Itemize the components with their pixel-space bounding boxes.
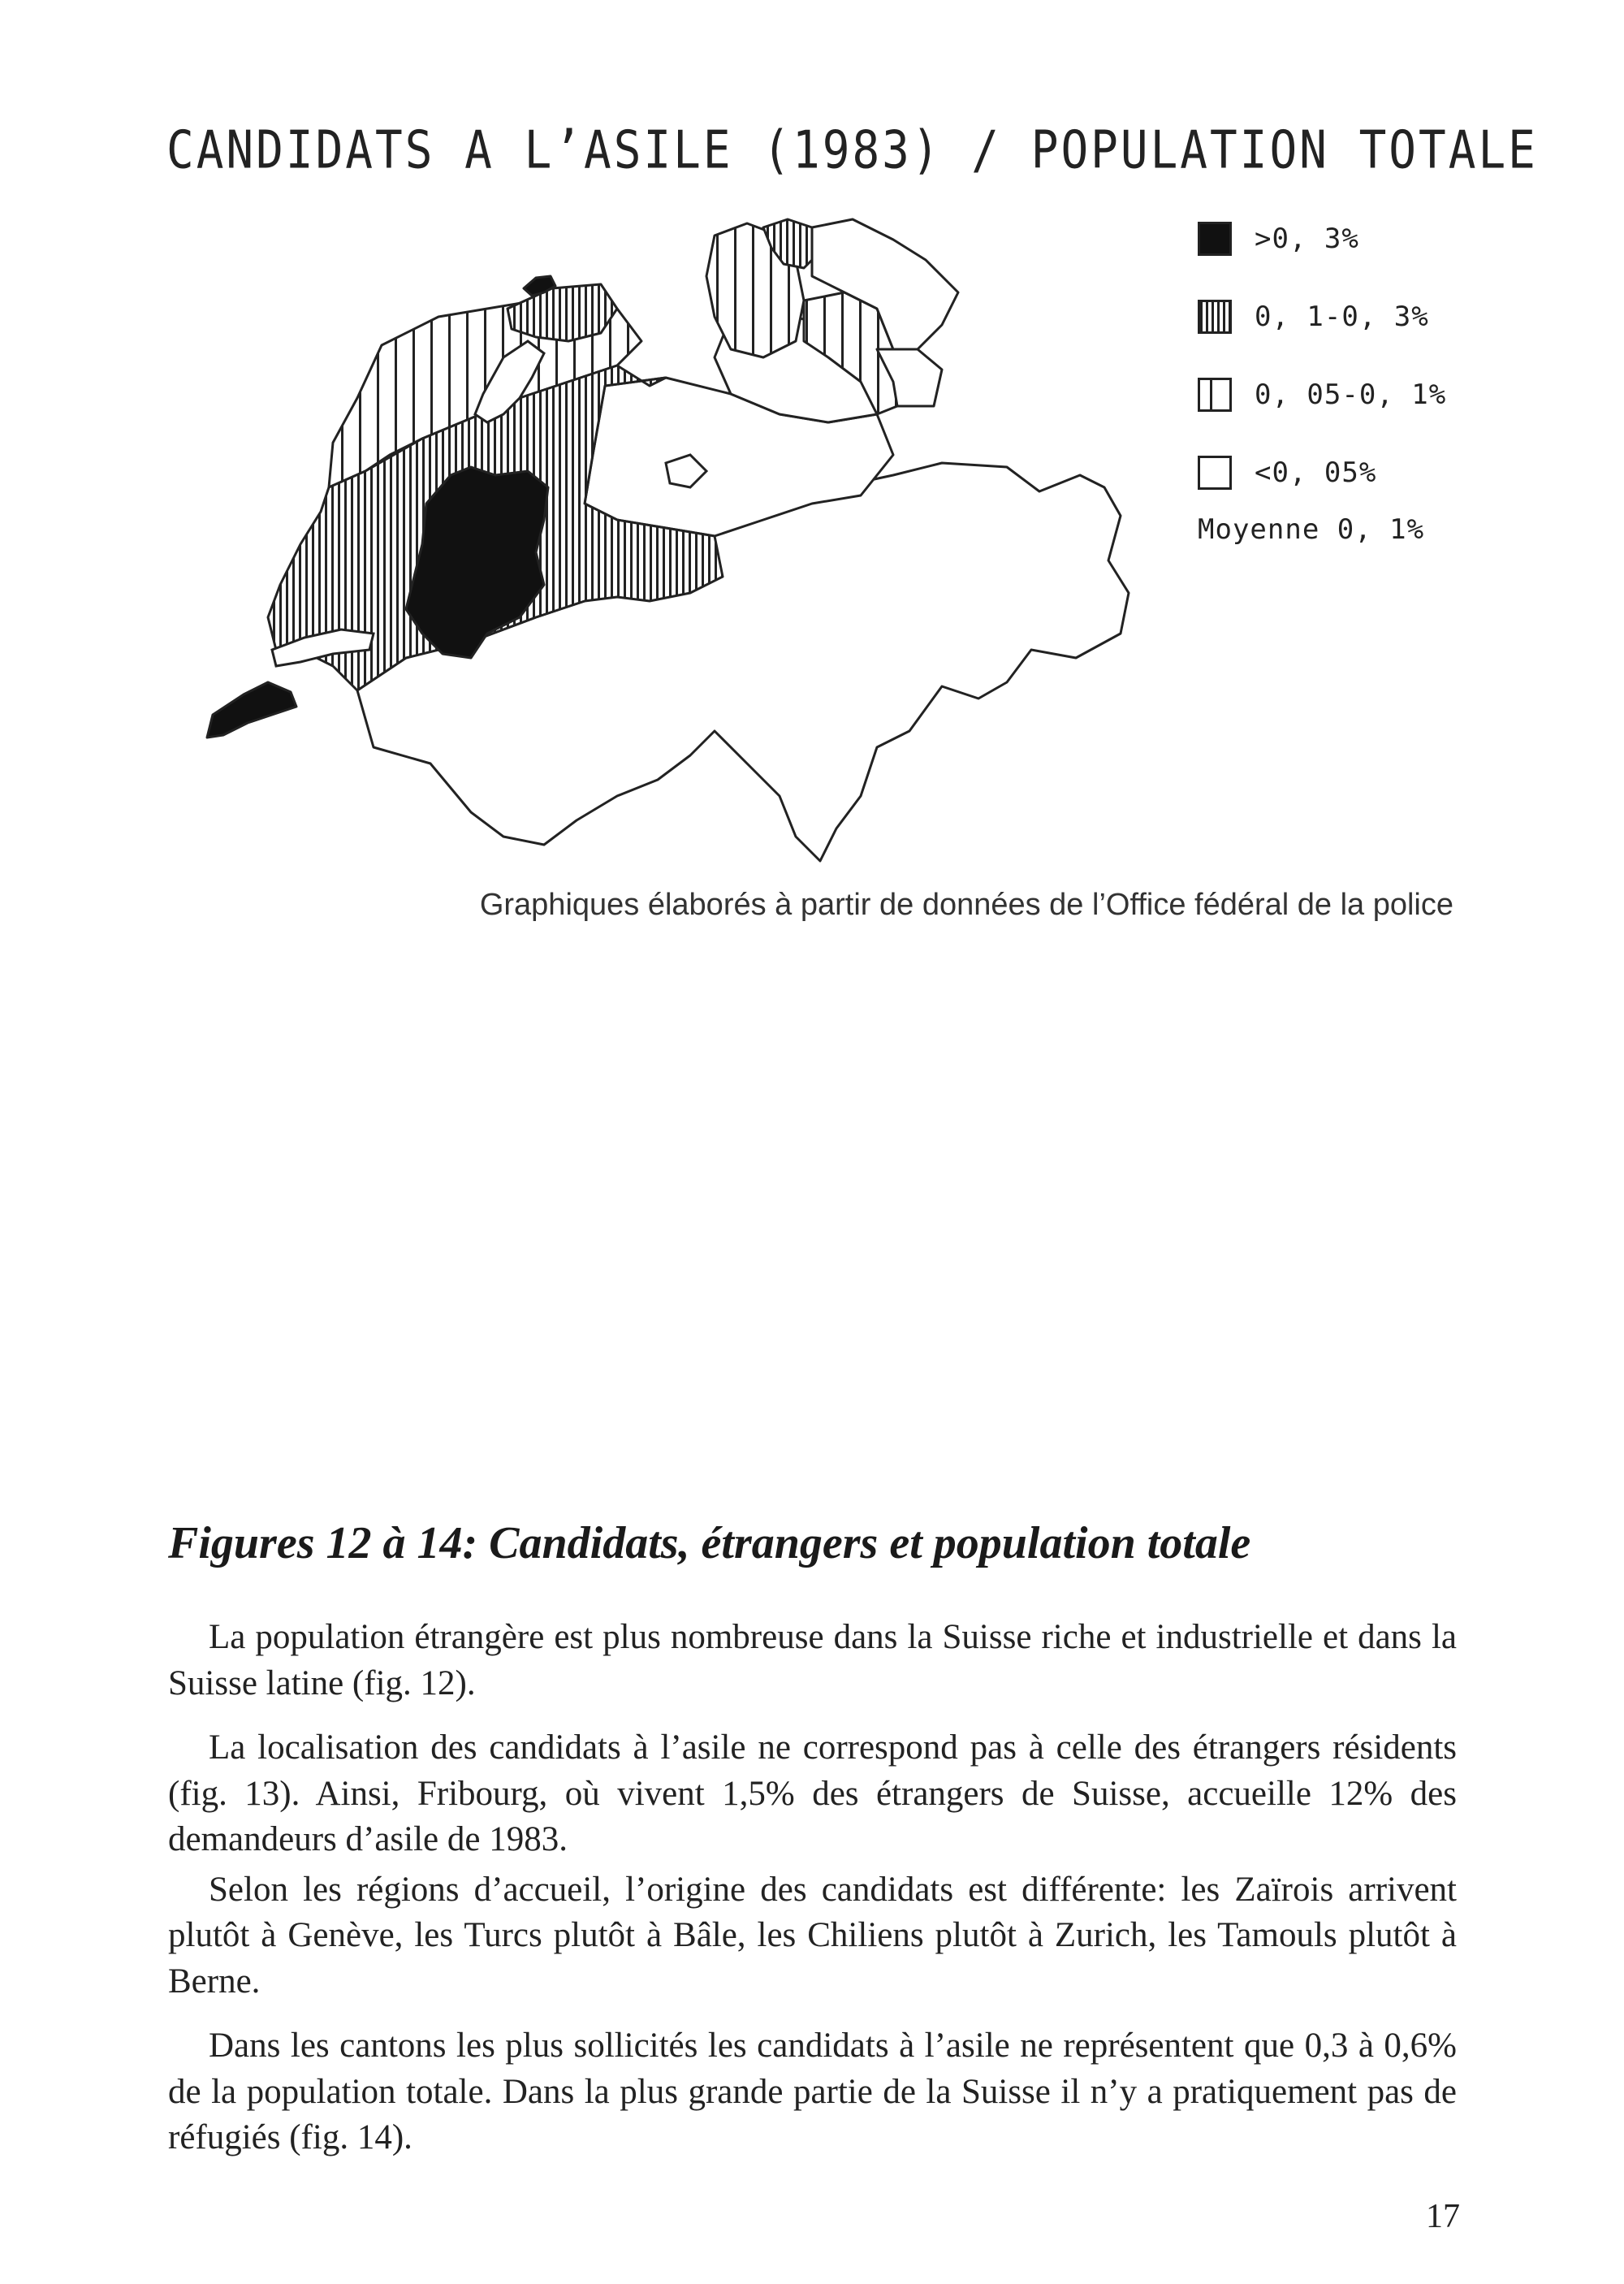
- canton-black-geneva: [207, 682, 296, 738]
- legend-label: 0, 05-0, 1%: [1255, 379, 1447, 411]
- paragraph: Selon les régions d’accueil, l’origine des candidats est différente: les Zaïrois arrivent plutôt à Genève, les Turcs plutôt à Bâle, les Chiliens plutôt à Zurich, les Tamouls plutôt à Berne.: [168, 1870, 1457, 2001]
- switzerland-canton-map: [162, 195, 1153, 885]
- map-legend: [1198, 219, 1446, 546]
- legend-item-sparse-hatch: [1198, 375, 1446, 414]
- legend-item-black: [1198, 219, 1446, 258]
- legend-item-dense-hatch: [1198, 297, 1446, 336]
- map-source-note: Graphiques élaborés à partir de données de l’Office fédéral de la police: [479, 888, 1453, 922]
- paragraph: La population étrangère est plus nombreuse dans la Suisse riche et industrielle et dans la Suisse latine (fig. 12).: [168, 1618, 1457, 1702]
- map-title: CANDIDATS A L’ASILE (1983) / POPULATION TOTALE: [166, 120, 1538, 181]
- page-number: 17: [1426, 2198, 1460, 2235]
- paragraph: La localisation des candidats à l’asile ne correspond pas à celle des étrangers résidents (fig. 13). Ainsi, Fribourg, où vivent 1,5% des étrangers de Suisse, accueille 12% des demandeurs d’asile de 1983.: [168, 1728, 1457, 1858]
- legend-swatch-black: [1198, 222, 1232, 256]
- legend-label: >0, 3%: [1255, 223, 1359, 255]
- legend-average: Moyenne 0, 1%: [1198, 513, 1425, 546]
- legend-label: 0, 1-0, 3%: [1255, 301, 1429, 333]
- legend-swatch-sparse-hatch: [1198, 378, 1232, 412]
- canton-dense-solothurn: [508, 284, 617, 341]
- legend-swatch-white: [1198, 456, 1232, 490]
- article-body: [168, 1615, 1457, 2180]
- paragraph: Dans les cantons les plus sollicités les candidats à l’asile ne représentent que 0,3 à 0,6% de la population totale. Dans la plus grande partie de la Suisse il n’y a pratiquement pas de réfugiés (fig. 14).: [168, 2027, 1457, 2156]
- legend-item-white: [1198, 453, 1446, 492]
- legend-label: <0, 05%: [1255, 456, 1377, 489]
- legend-swatch-dense-hatch: [1198, 300, 1232, 334]
- section-heading: Figures 12 à 14: Candidats, étrangers et population totale: [168, 1518, 1251, 1568]
